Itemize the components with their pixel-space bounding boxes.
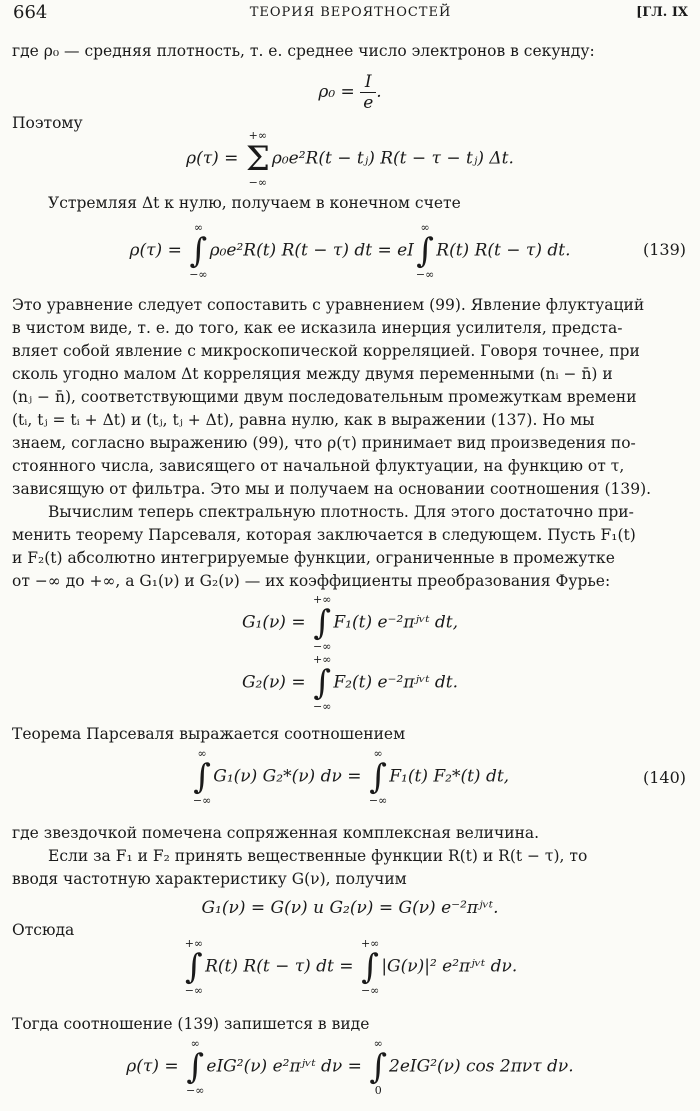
running-title: ТЕОРИЯ ВЕРОЯТНОСТЕЙ	[249, 5, 452, 20]
paragraph-line: в чистом виде, т. е. до того, как ее исказила инерция усилителя, предста-	[12, 319, 623, 337]
paragraph-line: вляет собой явление с микроскопической корреляцией. Говоря точнее, при	[12, 342, 640, 360]
paragraph-line: Теорема Парсеваля выражается соотношением	[12, 725, 406, 743]
equation-g-relations: G₁(ν) = G(ν) и G₂(ν) = G(ν) e⁻²πʲᵛᵗ.	[201, 898, 499, 918]
paragraph-line: Устремляя Δt к нулю, получаем в конечном счете	[48, 194, 461, 212]
equation-fourier-g2: G₂(ν) = +∞ ∫ −∞ F₂(t) e⁻²πʲᵛᵗ dt.	[241, 653, 459, 713]
page-number: 664	[13, 2, 48, 23]
paragraph-line: и F₂(t) абсолютно интегрируемые функции, ограниченные в промежутке	[12, 549, 615, 567]
paragraph-line: Вычислим теперь спектральную плотность. Для этого достаточно при-	[48, 503, 634, 521]
equation-final: ρ(τ) = ∞ ∫ −∞ eIG²(ν) e²πʲᵛᵗ dν = ∞ ∫ 0 2eIG²(ν) cos 2πντ dν.	[126, 1037, 574, 1097]
paragraph-line: от −∞ до +∞, а G₁(ν) и G₂(ν) — их коэффициенты преобразования Фурье:	[12, 572, 611, 590]
paragraph-line: где звездочкой помечена сопряженная комплексная величина.	[12, 824, 540, 842]
equation-number-140: (140)	[642, 768, 686, 787]
running-header	[13, 2, 688, 26]
paragraph-line: Поэтому	[12, 114, 83, 132]
chapter-marker: [ГЛ. IX	[636, 5, 688, 20]
equation-number-139: (139)	[642, 240, 686, 259]
paragraph-line: стоянного числа, зависящего от начальной флуктуации, на функцию от τ,	[12, 457, 625, 475]
paragraph-line: Отсюда	[12, 921, 75, 939]
paragraph-line: вводя частотную характеристику G(ν), получим	[12, 870, 407, 888]
equation-rho0: ρ₀ = $\frac{I}{e}$ .	[318, 72, 382, 113]
paragraph-line: Тогда соотношение (139) запишется в виде	[12, 1015, 370, 1033]
paragraph-line: знаем, согласно выражению (99), что ρ(τ) принимает вид произведения по-	[12, 434, 636, 452]
equation-139: ρ(τ) = ∞ ∫ −∞ ρ₀e²R(t) R(t − τ) dt = eI ∞ ∫ −∞ R(t) R(t − τ) dt.	[129, 221, 571, 281]
paragraph-line: Это уравнение следует сопоставить с уравнением (99). Явление флуктуаций	[12, 296, 645, 314]
paragraph-line: менить теорему Парсеваля, которая заключается в следующем. Пусть F₁(t)	[12, 526, 636, 544]
paragraph-line: где ρ₀ — средняя плотность, т. е. среднее число электронов в секунду:	[12, 42, 595, 60]
paragraph-line: Если за F₁ и F₂ принять вещественные функции R(t) и R(t − τ), то	[48, 847, 588, 865]
equation-140: ∞ ∫ −∞ G₁(ν) G₂*(ν) dν = ∞ ∫ −∞ F₁(t) F₂*(t) dt,	[192, 747, 510, 807]
equation-fourier-g1: G₁(ν) = +∞ ∫ −∞ F₁(t) e⁻²πʲᵛᵗ dt,	[241, 593, 459, 653]
paragraph-line: (nⱼ − n̄), соответствующими двум последовательным промежуткам времени	[12, 388, 637, 406]
paragraph-line: (tᵢ, tⱼ = tᵢ + Δt) и (tⱼ, tⱼ + Δt), равна нулю, как в выражении (137). Но мы	[12, 411, 595, 429]
paragraph-line: зависящую от фильтра. Это мы и получаем на основании соотношения (139).	[12, 480, 652, 498]
paragraph-line: сколь угодно малом Δt корреляция между двумя переменными (nᵢ − n̄) и	[12, 365, 613, 383]
equation-parseval-applied: +∞ ∫ −∞ R(t) R(t − τ) dt = +∞ ∫ −∞ |G(ν)|² e²πʲᵛᵗ dν.	[184, 937, 518, 997]
equation-sum: ρ(τ) = +∞ Σ −∞ ρ₀e²R(t − tⱼ) R(t − τ − tⱼ) Δt.	[186, 129, 514, 189]
